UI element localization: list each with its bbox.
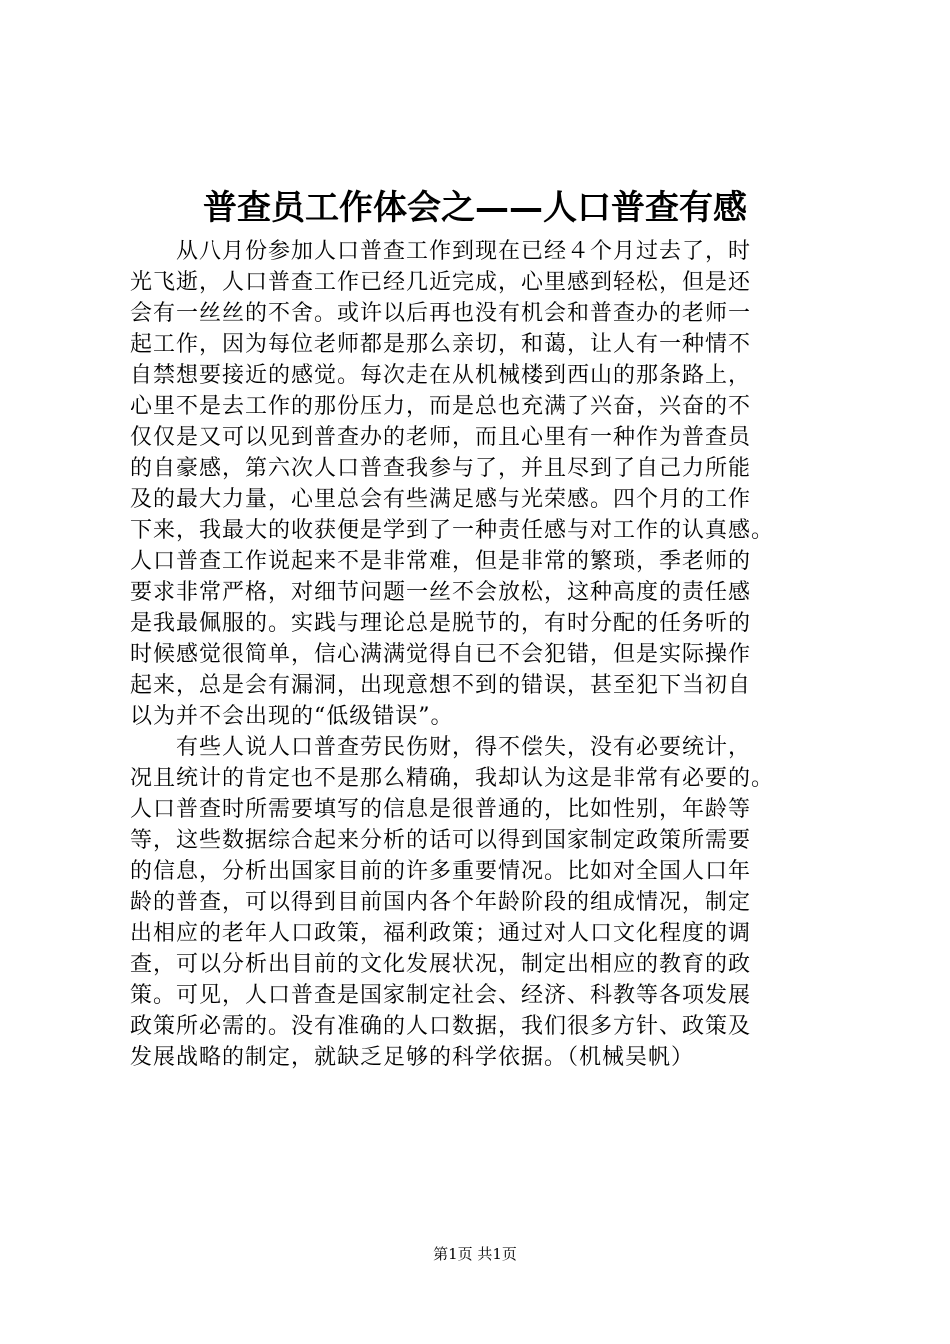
body-line: 人口普查时所需要填写的信息是很普通的，比如性别，年龄等	[130, 797, 752, 822]
body-line: 时候感觉很简单，信心满满觉得自已不会犯错，但是实际操作	[130, 642, 752, 667]
body-line: 政策所必需的。没有准确的人口数据，我们很多方针、政策及	[130, 1014, 752, 1039]
body-line: 是我最佩服的。实践与理论总是脱节的，有时分配的任务听的	[130, 611, 752, 636]
body-line: 策。可见，人口普查是国家制定社会、经济、科教等各项发展	[130, 983, 752, 1008]
body-line: 从八月份参加人口普查工作到现在已经４个月过去了，时	[130, 239, 752, 264]
body-line: 的自豪感，第六次人口普查我参与了，并且尽到了自己力所能	[130, 456, 752, 481]
body-line: 光飞逝，人口普查工作已经几近完成，心里感到轻松，但是还	[130, 270, 752, 295]
body-line: 仅仅是又可以见到普查办的老师，而且心里有一种作为普查员	[130, 425, 752, 450]
body-line: 况且统计的肯定也不是那么精确，我却认为这是非常有必要的。	[130, 766, 775, 791]
body-line: 出相应的老年人口政策，福利政策；通过对人口文化程度的调	[130, 921, 752, 946]
body-line: 自禁想要接近的感觉。每次走在从机械楼到西山的那条路上，	[130, 363, 752, 388]
body-line: 发展战略的制定，就缺乏足够的科学依据。（机械吴帆）	[130, 1045, 695, 1070]
body-line: 龄的普查，可以得到目前国内各个年龄阶段的组成情况，制定	[130, 890, 752, 915]
body-line: 要求非常严格，对细节问题一丝不会放松，这种高度的责任感	[130, 580, 752, 605]
body-line: 心里不是去工作的那份压力，而是总也充满了兴奋，兴奋的不	[130, 394, 752, 419]
body-line: 人口普查工作说起来不是非常难，但是非常的繁琐，季老师的	[130, 549, 752, 574]
body-line: 有些人说人口普查劳民伤财，得不偿失，没有必要统计，	[130, 735, 752, 760]
page-number-footer: 第1页 共1页	[433, 1245, 517, 1263]
document-body	[130, 236, 834, 1073]
page-title: 普查员工作体会之——人口普查有感	[203, 188, 747, 228]
body-line: 起工作，因为每位老师都是那么亲切，和蔼，让人有一种情不	[130, 332, 752, 357]
body-line: 等，这些数据综合起来分析的话可以得到国家制定政策所需要	[130, 828, 752, 853]
body-line: 下来，我最大的收获便是学到了一种责任感与对工作的认真感。	[130, 518, 775, 543]
body-line: 查，可以分析出目前的文化发展状况，制定出相应的教育的政	[130, 952, 752, 977]
body-line: 以为并不会出现的“低级错误”。	[130, 704, 454, 729]
body-line: 及的最大力量，心里总会有些满足感与光荣感。四个月的工作	[130, 487, 752, 512]
body-line: 的信息，分析出国家目前的许多重要情况。比如对全国人口年	[130, 859, 752, 884]
body-line: 起来，总是会有漏洞，出现意想不到的错误，甚至犯下当初自	[130, 673, 752, 698]
body-line: 会有一丝丝的不舍。或许以后再也没有机会和普查办的老师一	[130, 301, 752, 326]
